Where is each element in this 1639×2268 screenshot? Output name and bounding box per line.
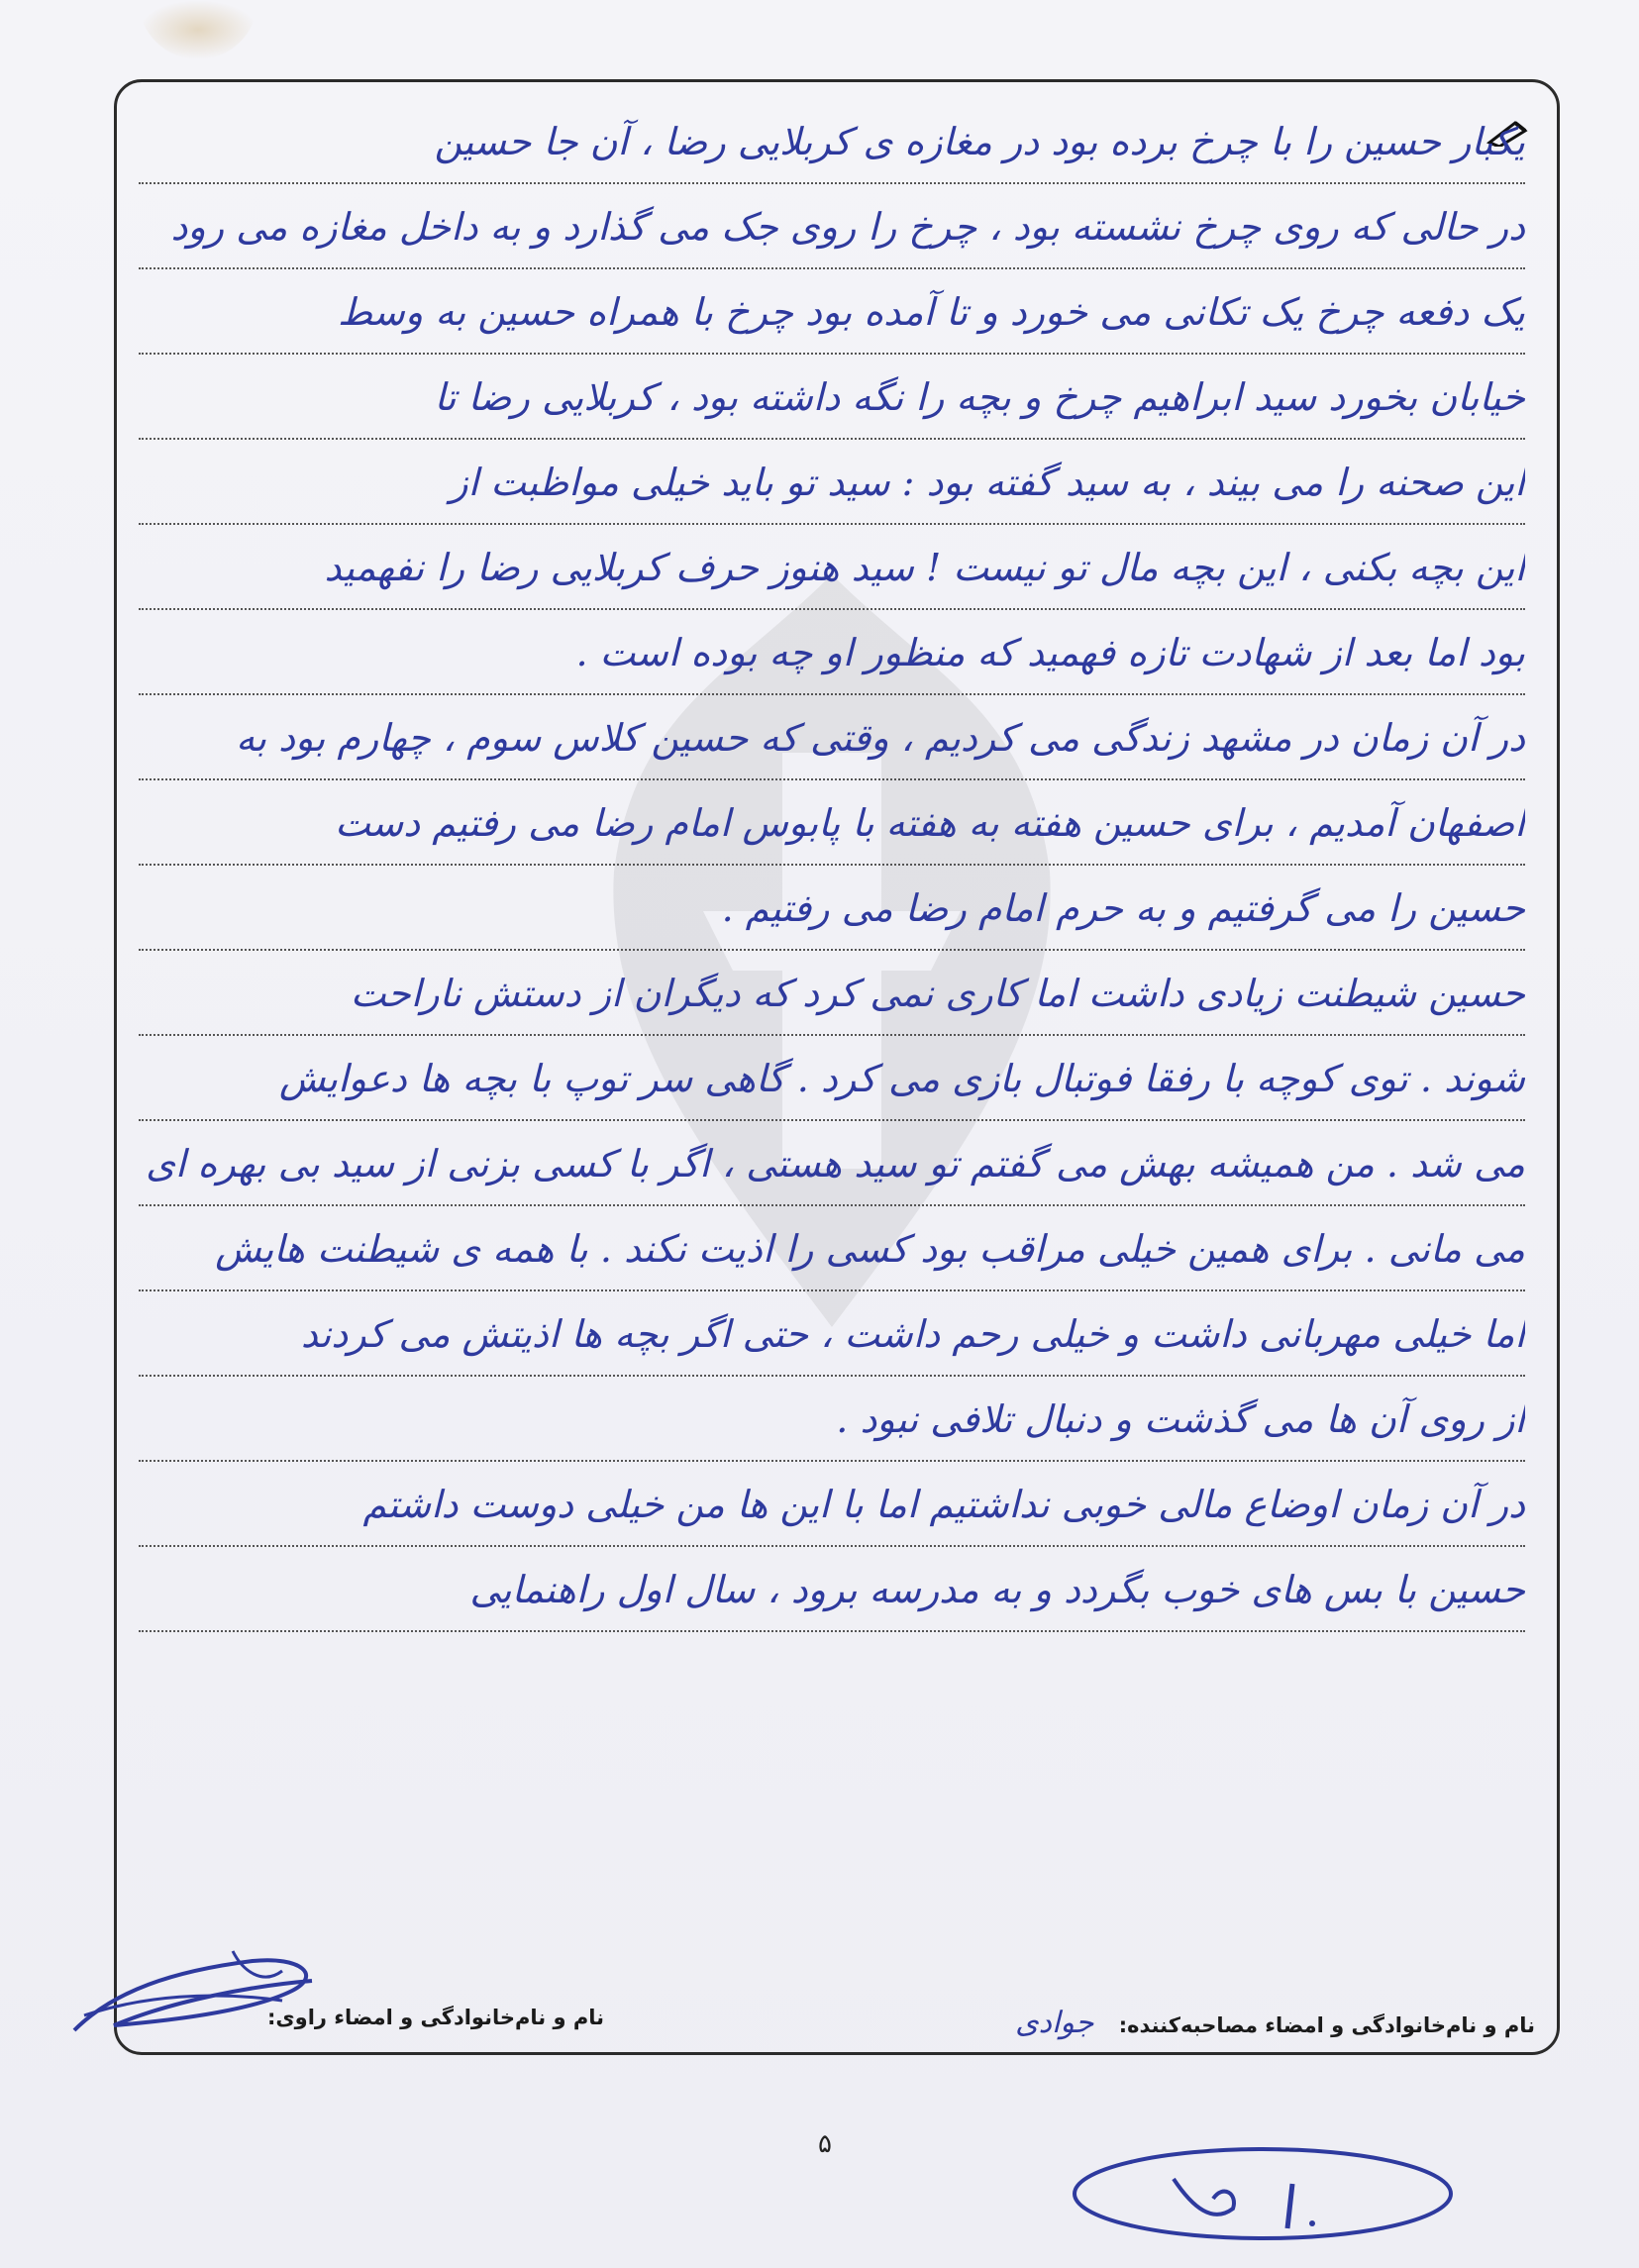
handwritten-line: در حالی که روی چرخ نشسته بود ، چرخ را روی جک می گذارد و به داخل مغازه می رود <box>139 194 1525 279</box>
handwritten-line: می مانی . برای همین خیلی مراقب بود کسی را اذیت نکند . با همه ی شیطنت هایش <box>139 1216 1525 1301</box>
narrator-label: نام و نام‌خانوادگی و امضاء راوی: <box>267 2006 604 2029</box>
interviewer-name: جوادی <box>1015 2006 1094 2040</box>
handwritten-line: خیابان بخورد سید ابراهیم چرخ و بچه را نگه داشته بود ، کربلایی رضا تا <box>139 364 1525 450</box>
signature-footer <box>139 2006 1535 2045</box>
handwritten-line: حسین با بس های خوب بگردد و به مدرسه برود ، سال اول راهنمایی <box>139 1557 1525 1642</box>
handwritten-line: اما خیلی مهربانی داشت و خیلی رحم داشت ، حتی اگر بچه ها اذیتش می کردند <box>139 1301 1525 1387</box>
handwritten-line: در آن زمان اوضاع مالی خوبی نداشتیم اما با این ها من خیلی دوست داشتم <box>139 1472 1525 1557</box>
handwritten-line: بود اما بعد از شهادت تازه فهمید که منظور او چه بوده است . <box>139 620 1525 705</box>
handwritten-line: حسین را می گرفتیم و به حرم امام رضا می رفتیم . <box>139 876 1525 961</box>
handwritten-line: اصفهان آمدیم ، برای حسین هفته به هفته با پابوس امام رضا می رفتیم دست <box>139 790 1525 876</box>
handwritten-line: حسین شیطنت زیادی داشت اما کاری نمی کرد که دیگران از دستش ناراحت <box>139 961 1525 1046</box>
handwritten-line: شوند . توی کوچه با رفقا فوتبال بازی می کرد . گاهی سر توپ با بچه ها دعوایش <box>139 1046 1525 1131</box>
handwritten-line: در آن زمان در مشهد زندگی می کردیم ، وقتی که حسین کلاس سوم ، چهارم بود به <box>139 705 1525 790</box>
page-number: ۵ <box>818 2129 832 2159</box>
interviewer-label: نام و نام‌خانوادگی و امضاء مصاحبه‌کننده: <box>1118 2013 1535 2037</box>
page-signature <box>1065 2139 1461 2248</box>
handwritten-line: این بچه بکنی ، این بچه مال تو نیست ! سید هنوز حرف کربلایی رضا را نفهمید <box>139 535 1525 620</box>
handwritten-line: این صحنه را می بیند ، به سید گفته بود : سید تو باید خیلی مواظبت از <box>139 450 1525 535</box>
handwritten-line: می شد . من همیشه بهش می گفتم تو سید هستی ، اگر با کسی بزنی از سید بی بهره ای <box>139 1131 1525 1216</box>
handwritten-line: از روی آن ها می گذشت و دنبال تلافی نبود . <box>139 1387 1525 1472</box>
paper-stain <box>139 0 257 59</box>
handwritten-line: یکبار حسین را با چرخ برده بود در مغازه ی کربلایی رضا ، آن جا حسین <box>139 109 1525 194</box>
narrator-signature <box>54 1931 342 2045</box>
handwritten-line: یک دفعه چرخ یک تکانی می خورد و تا آمده بود چرخ با همراه حسین به وسط <box>139 279 1525 364</box>
interviewer-field <box>1015 2006 1535 2040</box>
